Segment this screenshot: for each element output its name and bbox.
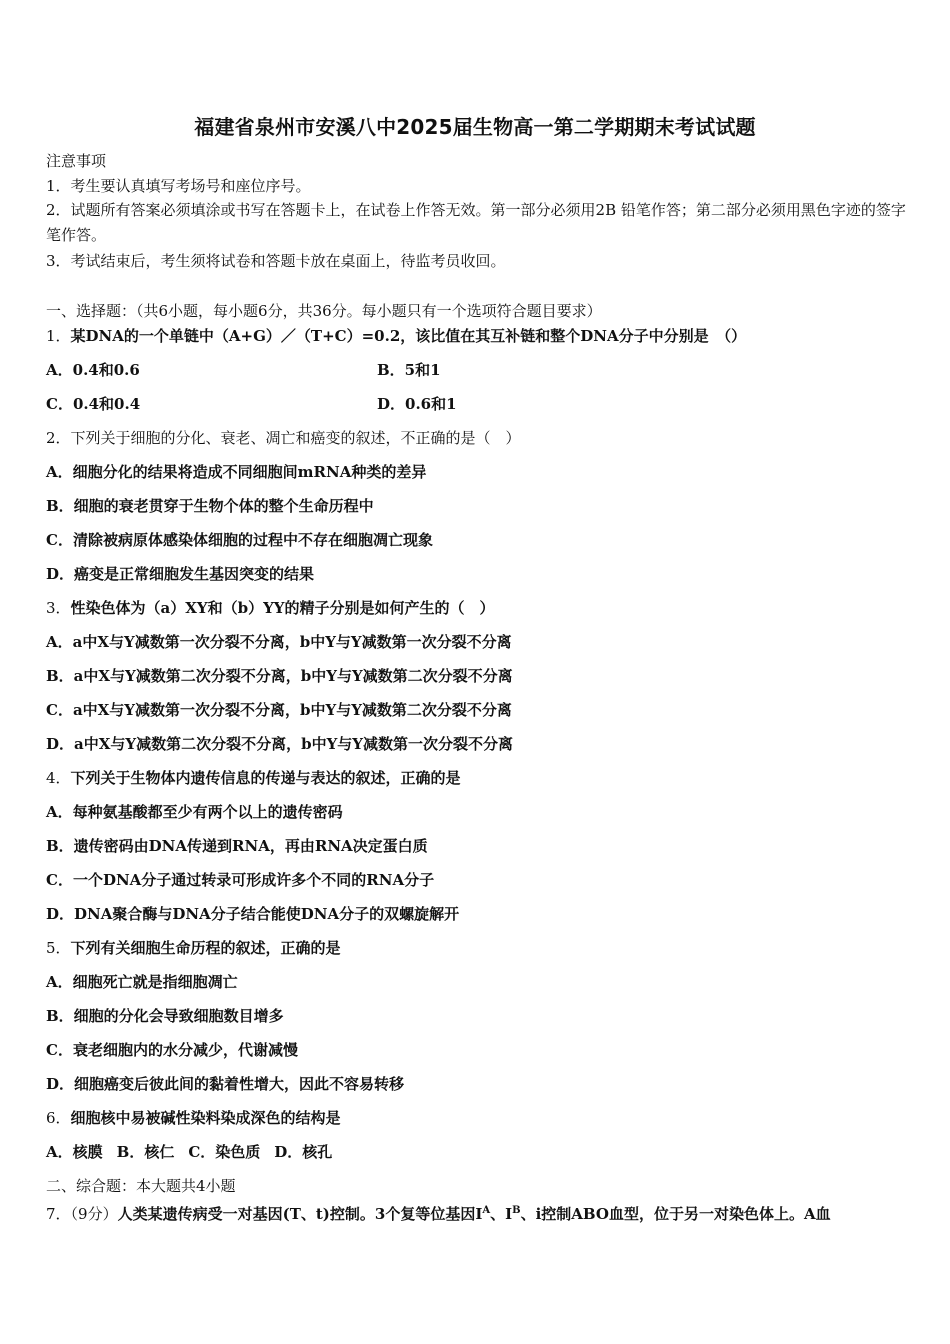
question-6-option-d: D．核孔 [274,1143,333,1161]
question-number: 2． [46,429,71,447]
question-number: 6． [46,1109,71,1127]
question-3-option-d: D．a中X与Y减数第二次分裂不分离，b中Y与Y减数第一次分裂不分离 [46,735,513,753]
question-4-option-a: A．每种氨基酸都至少有两个以上的遗传密码 [46,803,343,821]
question-6-stem [46,1108,341,1128]
question-2-option-c: C．清除被病原体感染体细胞的过程中不存在细胞凋亡现象 [46,531,433,549]
question-5-option-a: A．细胞死亡就是指细胞凋亡 [46,973,238,991]
question-3-option-b: B．a中X与Y减数第二次分裂不分离，b中Y与Y减数第二次分裂不分离 [46,667,513,685]
section2-heading: 二、综合题：本大题共4小题 [46,1177,236,1195]
question-number: 1． [46,327,71,345]
notice-item-2: 2．试题所有答案必须填涂或书写在答题卡上，在试卷上作答无效。第一部分必须用2B 铅笔作答；第二部分必须用黑色字迹的签字笔作答。 [46,201,906,244]
notice-item-1: 1．考生要认真填写考场号和座位序号。 [46,177,311,195]
question-text: 性染色体为（a）XY和（b）YY的精子分别是如何产生的（ ） [70,599,495,617]
section1-heading: 一、选择题：（共6小题，每小题6分，共36分。每小题只有一个选项符合题目要求） [46,302,602,320]
question-1-stem [46,326,746,346]
page-title: 福建省泉州市安溪八中2025届生物高一第二学期期末考试试题 [194,115,756,139]
question-4-option-d: D．DNA聚合酶与DNA分子结合能使DNA分子的双螺旋解开 [46,905,460,923]
question-5-option-b: B．细胞的分化会导致细胞数目增多 [46,1007,284,1025]
question-number: 7． [46,1205,71,1223]
notice-item-3: 3．考试结束后，考生须将试卷和答题卡放在桌面上，待监考员收回。 [46,252,506,270]
question-3-stem [46,598,495,618]
question-2-option-a: A．细胞分化的结果将造成不同细胞间mRNA种类的差异 [46,463,427,481]
question-text-part-b: 、i控制ABO血型，位于另一对染色体上。A血 [520,1205,831,1223]
question-3-option-a: A．a中X与Y减数第一次分裂不分离，b中Y与Y减数第一次分裂不分离 [46,633,512,651]
superscript-b: B [512,1205,521,1216]
question-2-option-b: B．细胞的衰老贯穿于生物个体的整个生命历程中 [46,497,374,515]
question-5-option-c: C．衰老细胞内的水分减少，代谢减慢 [46,1041,298,1059]
question-1-option-a: A．0.4和0.6 [46,361,140,379]
question-2-option-d: D．癌变是正常细胞发生基因突变的结果 [46,565,315,583]
question-number: 3． [46,599,71,617]
question-text: 某DNA的一个单链中（A+G）／（T+C）=0.2，该比值在其互补链和整个DNA分子中分别是 （） [70,327,747,345]
question-1-option-c: C．0.4和0.4 [46,395,141,413]
question-score: （9分） [70,1205,118,1223]
question-1-option-d: D．0.6和1 [377,395,457,413]
question-text-separator: 、I [490,1205,513,1223]
question-4-option-c: C．一个DNA分子通过转录可形成许多个不同的RNA分子 [46,871,435,889]
notice-heading: 注意事项 [46,152,107,170]
question-7-stem [46,1201,831,1224]
question-6-option-c: C．染色质 [188,1143,261,1161]
question-2-stem [46,428,521,448]
question-text-part-a: 人类某遗传病受一对基因(T、t)控制。3个复等位基因I [117,1205,483,1223]
question-4-stem [46,768,461,788]
question-number: 4． [46,769,71,787]
superscript-a: A [482,1205,491,1216]
question-1-option-b: B．5和1 [377,361,441,379]
question-5-option-d: D．细胞癌变后彼此间的黏着性增大，因此不容易转移 [46,1075,405,1093]
question-number: 5． [46,939,71,957]
question-4-option-b: B．遗传密码由DNA传递到RNA，再由RNA决定蛋白质 [46,837,428,855]
question-text: 下列关于生物体内遗传信息的传递与表达的叙述，正确的是 [70,769,461,787]
question-6-option-b: B．核仁 [116,1143,175,1161]
question-6-options [46,1142,346,1162]
question-text: 下列关于细胞的分化、衰老、凋亡和癌变的叙述，不正确的是（ ） [70,429,521,447]
question-text: 下列有关细胞生命历程的叙述，正确的是 [70,939,341,957]
question-6-option-a: A．核膜 [46,1143,103,1161]
question-text: 细胞核中易被碱性染料染成深色的结构是 [70,1109,341,1127]
question-5-stem [46,938,341,958]
question-3-option-c: C．a中X与Y减数第一次分裂不分离，b中Y与Y减数第二次分裂不分离 [46,701,512,719]
